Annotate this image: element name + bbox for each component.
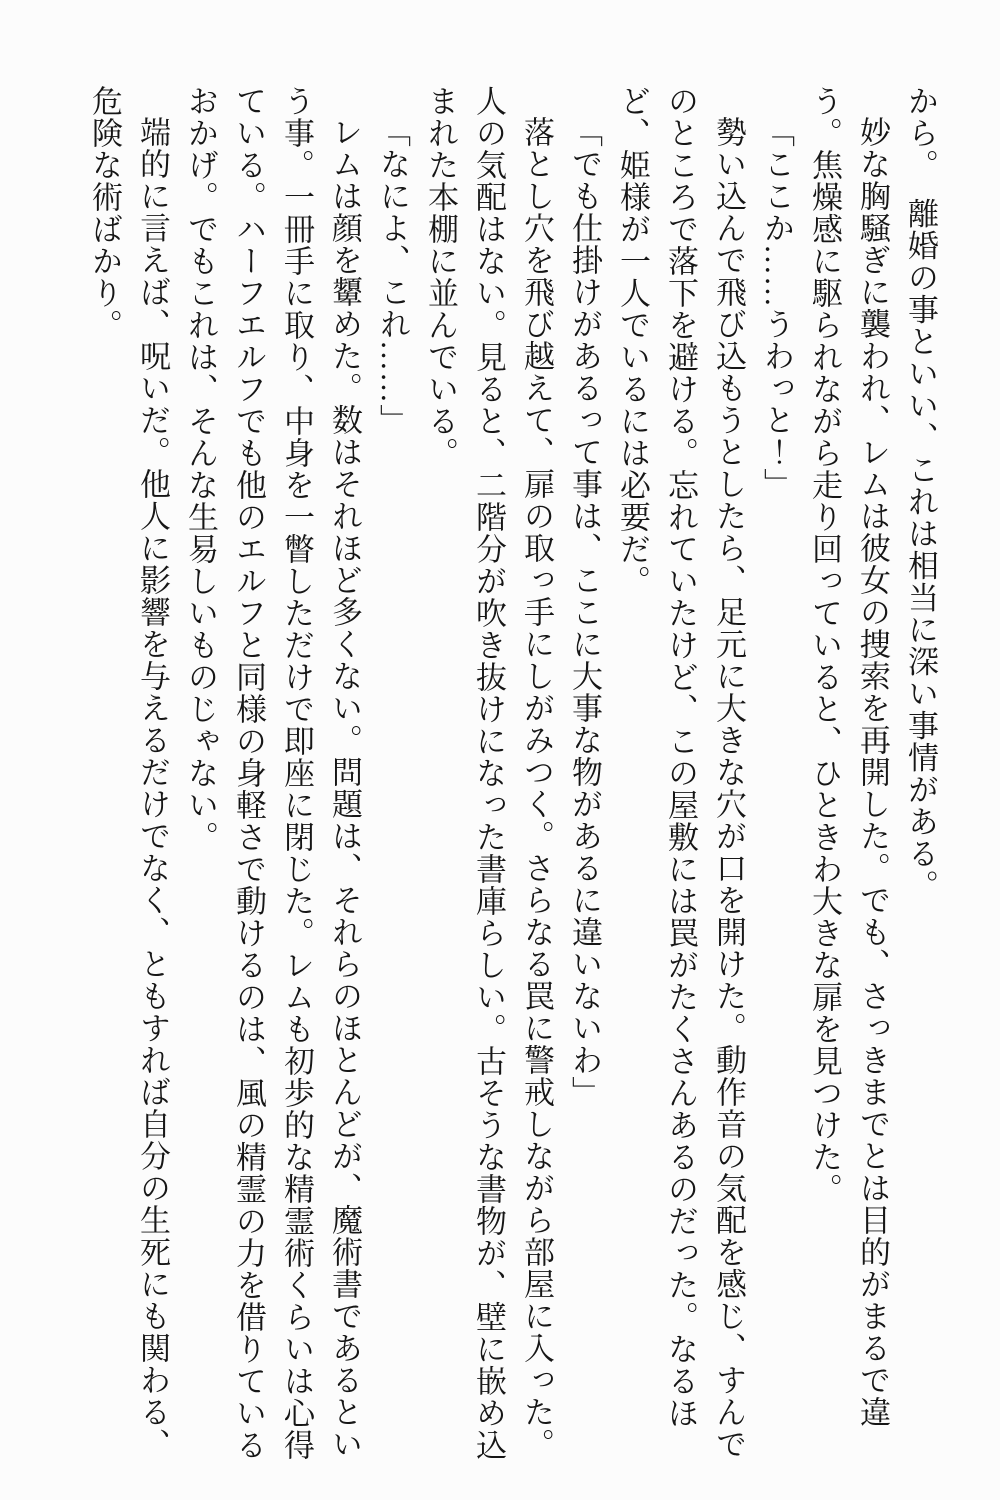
paragraph: から。 離婚の事といい、これは相当に深い事情がある。: [903, 85, 938, 902]
paragraph: 「ここか……うわっと！」: [759, 116, 794, 500]
paragraph: 「でも仕掛けがあるって事は、ここに大事な物があるに違いないわ」: [567, 116, 602, 1108]
paragraph: 妙な胸騒ぎに襲われ、レムは彼女の捜索を再開した。でも、さっきまでとは目的がまるで違う。焦燥感に駆られながら走り回っていると、ひときわ大きな扉を見つけた。: [807, 85, 890, 1428]
paragraph: 端的に言えば、呪いだ。他人に影響を与えるだけでなく、ともすれば自分の生死にも関わる、危険な術ばかり。: [87, 85, 170, 1460]
vertical-text-body: [64, 85, 944, 1465]
paragraph: 「なによ、これ……」: [375, 116, 410, 436]
paragraph: レムは顔を顰めた。数はそれほど多くない。問題は、それらのほとんどが、魔術書であるという事。一冊手に取り、中身を一瞥しただけで即座に閉じた。レムも初歩的な精霊術くらいは心得ている。ハーフエルフでも他のエルフと同様の身軽さで動けるのは、風の精霊の力を借りているおかげ。でもこれは、そんな生易しいものじゃない。: [183, 85, 362, 1461]
paragraph: 勢い込んで飛び込もうとしたら、足元に大きな穴が口を開けた。動作音の気配を感じ、すんでのところで落下を避ける。忘れていたけど、この屋敷には罠がたくさんあるのだった。なるほど、姫様が一人でいるには必要だ。: [615, 85, 746, 1460]
paragraph: 落とし穴を飛び越えて、扉の取っ手にしがみつく。さらなる罠に警戒しながら部屋に入った。人の気配はない。見ると、二階分が吹き抜けになった書庫らしい。古そうな書物が、壁に嵌め込まれた本棚に並んでいる。: [423, 85, 554, 1461]
